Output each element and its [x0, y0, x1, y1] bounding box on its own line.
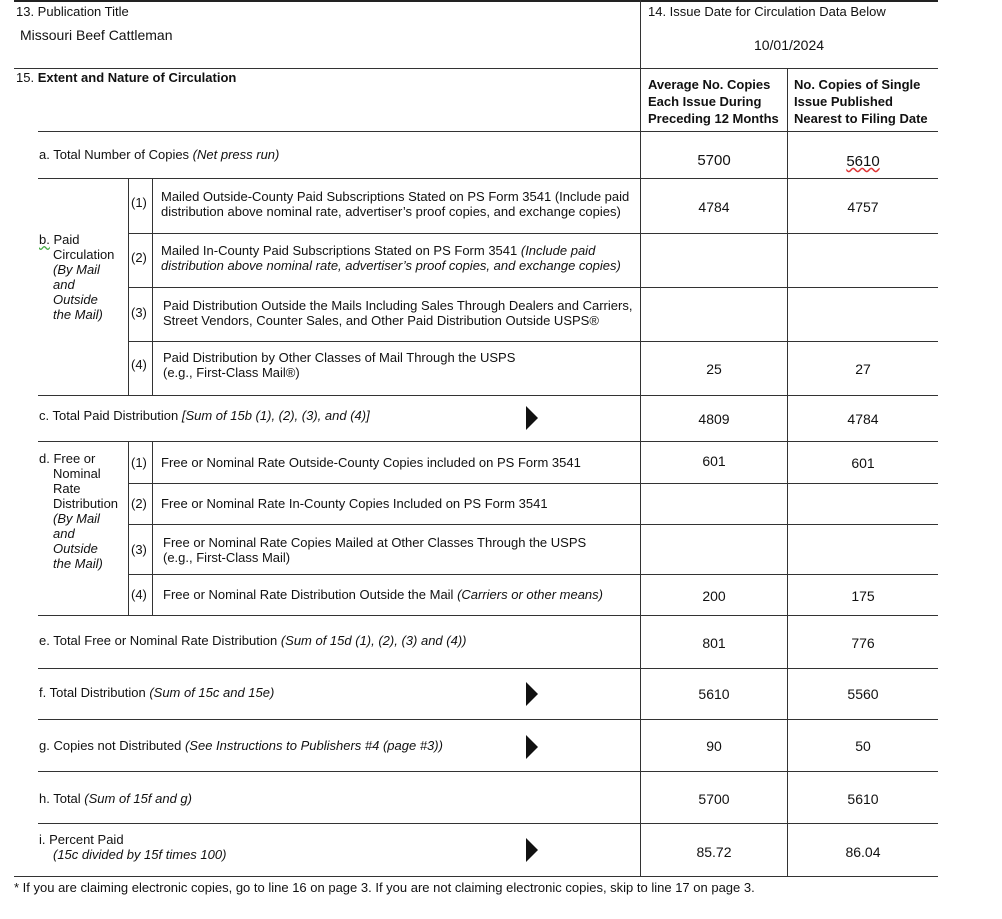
rule-a — [38, 131, 938, 132]
row-h-text: h. Total — [39, 791, 85, 806]
row-d4-line1-italic: (Carriers or other means) — [457, 587, 603, 602]
row-b4-desc — [163, 350, 515, 380]
col-avg-line1: Average No. Copies — [648, 77, 771, 92]
row-a-single — [788, 153, 938, 170]
row-i-note: (15c divided by 15f times 100) — [53, 847, 227, 862]
rule-c — [38, 395, 938, 396]
row-d1-single: 601 — [851, 455, 875, 471]
row-b-group-l6: the Mail) — [53, 307, 103, 322]
pub-title-value: Missouri Beef Cattleman — [20, 27, 173, 43]
row-d3-num: (3) — [131, 542, 147, 557]
row-a-text: a. Total Number of Copies — [39, 147, 193, 162]
row-f-avg: 5610 — [698, 686, 730, 702]
col-single-header — [794, 76, 928, 127]
rule-g — [38, 719, 938, 720]
section-15-title — [16, 70, 236, 85]
row-b4-line1: Paid Distribution by Other Classes of Mail Through the USPS — [163, 350, 516, 365]
row-e-avg: 801 — [702, 635, 726, 651]
row-c-single: 4784 — [847, 411, 879, 427]
row-b-group-l1: b. Paid — [39, 232, 80, 247]
row-b2-desc — [161, 243, 621, 273]
row-b-group-l2: Circulation — [53, 247, 115, 262]
row-e-text: e. Total Free or Nominal Rate Distribution — [39, 633, 281, 648]
row-d4-avg: 200 — [702, 588, 726, 604]
row-c-avg: 4809 — [698, 411, 730, 427]
row-d4-single: 175 — [851, 588, 875, 604]
col-single-left — [787, 68, 788, 877]
row-d2-desc: Free or Nominal Rate In-County Copies Included on PS Form 3541 — [161, 496, 548, 511]
row-g-single: 50 — [855, 738, 871, 754]
col-sub-left — [128, 178, 129, 395]
row-b3-line2: Street Vendors, Counter Sales, and Other Paid Distribution Outside USPS® — [163, 313, 599, 328]
row-d3-line2: (e.g., First-Class Mail) — [163, 550, 291, 565]
row-d-group-l6: and — [53, 526, 75, 541]
row-b-group-l4: and — [53, 277, 75, 292]
row-d4-line1-text: Free or Nominal Rate Distribution Outside the Mail — [163, 587, 458, 602]
row-a-avg: 5700 — [697, 152, 731, 169]
row-d3-desc — [163, 535, 586, 565]
row-d2-num: (2) — [131, 496, 147, 511]
row-d3-line1: Free or Nominal Rate Copies Mailed at Other Classes Through the USPS — [163, 535, 587, 550]
rule-b4 — [128, 341, 938, 342]
row-d1-num: (1) — [131, 455, 147, 470]
footnote: * If you are claiming electronic copies, go to line 16 on page 3. If you are not claiming electronic copies, skip to line 17 on page 3. — [14, 880, 755, 895]
row-d-group-l3: Rate — [53, 481, 81, 496]
col-avg-line2: Each Issue During — [648, 94, 762, 109]
row-b2-line1-text: Mailed In-County Paid Subscriptions Stated on PS Form 3541 — [161, 243, 521, 258]
col-single-line1: No. Copies of Single — [794, 77, 921, 92]
issue-date-value: 10/01/2024 — [753, 37, 825, 53]
row-b3-num: (3) — [131, 305, 147, 320]
row-h-avg: 5700 — [698, 791, 730, 807]
issue-date-label: 14. Issue Date for Circulation Data Below — [648, 4, 886, 19]
row-c-label — [39, 408, 370, 423]
row-b1-line2: distribution above nominal rate, advertiser’s proof copies, and exchange copies) — [161, 204, 621, 219]
col-desc-left — [152, 178, 153, 395]
rule-15 — [14, 68, 938, 69]
row-b2-line1 — [161, 243, 621, 258]
row-b4-num: (4) — [131, 357, 147, 372]
row-a-label — [39, 147, 279, 162]
rule-h — [38, 771, 938, 772]
rule-d3 — [128, 524, 938, 525]
row-a-note: (Net press run) — [192, 147, 280, 162]
row-h-label — [39, 791, 192, 806]
row-b1-avg: 4784 — [698, 199, 730, 215]
rule-d4 — [128, 574, 938, 575]
col-single-line3: Nearest to Filing Date — [794, 111, 928, 126]
row-b3-desc — [163, 298, 632, 328]
section-15-text: Extent and Nature of Circulation — [37, 70, 237, 85]
rule-f — [38, 668, 938, 669]
row-b1-single: 4757 — [847, 199, 879, 215]
row-a-single-value: 5610 — [846, 153, 880, 170]
row-c-text: c. Total Paid Distribution — [39, 408, 182, 423]
row-d1-avg: 601 — [702, 453, 726, 469]
row-e-label — [39, 633, 466, 648]
row-e-single: 776 — [851, 635, 875, 651]
row-g-arrow-icon — [526, 735, 538, 759]
row-b1-desc — [161, 189, 629, 219]
row-d-group-label — [39, 451, 118, 571]
row-d4-num: (4) — [131, 587, 147, 602]
row-f-arrow-icon — [526, 682, 538, 706]
row-b-group-l3: (By Mail — [53, 262, 100, 277]
row-d4-desc — [163, 587, 603, 602]
rule-b3 — [128, 287, 938, 288]
row-g-label — [39, 738, 443, 753]
row-g-note: (See Instructions to Publishers #4 (page #3)) — [184, 738, 443, 753]
col-avg-header — [648, 76, 779, 127]
row-g-avg: 90 — [706, 738, 722, 754]
row-i-single: 86.04 — [845, 844, 881, 860]
section-15-num: 15. — [16, 70, 35, 85]
row-b2-line1-italic: (Include paid — [520, 243, 596, 258]
row-f-single: 5560 — [847, 686, 879, 702]
row-b-group-l5: Outside — [53, 292, 98, 307]
row-i-text: i. Percent Paid — [39, 832, 124, 847]
row-i-avg: 85.72 — [696, 844, 732, 860]
rule-i — [38, 823, 938, 824]
row-d-group-l5: (By Mail — [53, 511, 100, 526]
row-d-group-l4: Distribution — [53, 496, 119, 511]
row-f-label — [39, 685, 274, 700]
row-i-label — [39, 832, 226, 862]
row-h-note: (Sum of 15f and g) — [84, 791, 192, 806]
top-border — [14, 0, 938, 2]
row-d-group-l8: the Mail) — [53, 556, 103, 571]
row-b2-num: (2) — [131, 250, 147, 265]
row-i-arrow-icon — [526, 838, 538, 862]
row-d-group-l2: Nominal — [53, 466, 101, 481]
rule-d — [38, 441, 938, 442]
row-e-note: (Sum of 15d (1), (2), (3) and (4)) — [280, 633, 467, 648]
rule-b1 — [38, 178, 938, 179]
row-b3-line1: Paid Distribution Outside the Mails Including Sales Through Dealers and Carriers, — [163, 298, 633, 313]
pub-title-label: 13. Publication Title — [16, 4, 129, 19]
row-b-group-label — [39, 232, 114, 322]
col-single-line2: Issue Published — [794, 94, 893, 109]
rule-d2 — [128, 483, 938, 484]
rule-e — [38, 615, 938, 616]
row-d-group-l7: Outside — [53, 541, 98, 556]
row-g-text: g. Copies not Distributed — [39, 738, 185, 753]
row-d1-desc: Free or Nominal Rate Outside-County Copies included on PS Form 3541 — [161, 455, 581, 470]
row-b4-single: 27 — [855, 361, 871, 377]
col-avg-line3: Preceding 12 Months — [648, 111, 779, 126]
row-f-text: f. Total Distribution — [39, 685, 150, 700]
rule-bottom — [14, 876, 938, 877]
col-desc-left-d — [152, 441, 153, 615]
row-b1-line1: Mailed Outside-County Paid Subscriptions Stated on PS Form 3541 (Include paid — [161, 189, 630, 204]
row-h-single: 5610 — [847, 791, 879, 807]
row-b2-line2: distribution above nominal rate, advertiser’s proof copies, and exchange copies) — [161, 258, 621, 273]
col-sub-left-d — [128, 441, 129, 615]
row-b4-avg: 25 — [706, 361, 722, 377]
rule-b2 — [128, 233, 938, 234]
row-c-arrow-icon — [526, 406, 538, 430]
row-f-note: (Sum of 15c and 15e) — [149, 685, 275, 700]
row-c-note: [Sum of 15b (1), (2), (3), and (4)] — [181, 408, 370, 423]
row-b4-line2: (e.g., First-Class Mail®) — [163, 365, 300, 380]
row-d-group-l1: d. Free or — [39, 451, 96, 466]
row-b1-num: (1) — [131, 195, 147, 210]
